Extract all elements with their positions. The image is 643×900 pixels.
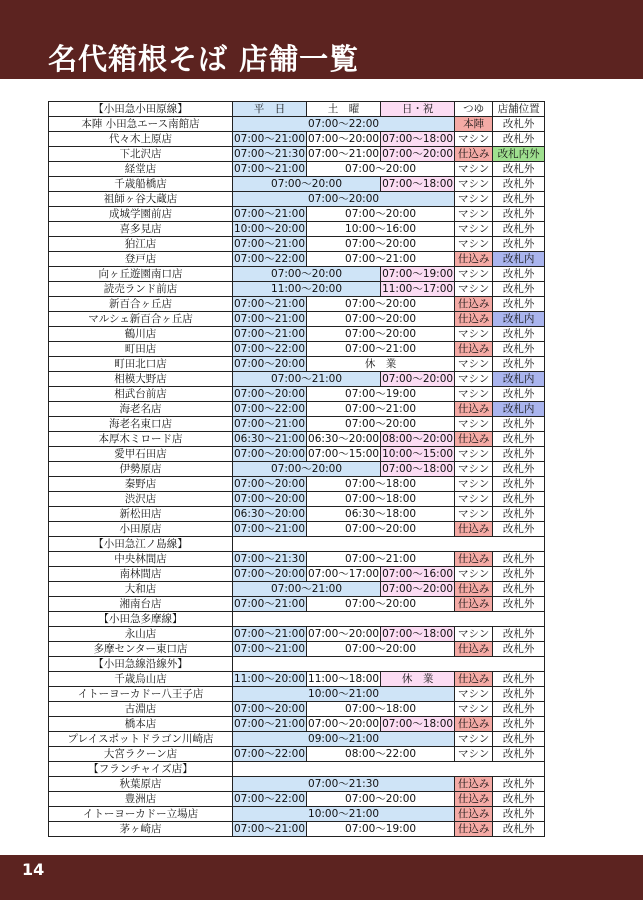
store-location: 改札外 (493, 552, 545, 567)
store-location: 改札外 (493, 522, 545, 537)
hours-weekday: 07:00〜21:00 (234, 327, 306, 340)
store-name: 秦野店 (49, 477, 233, 492)
tsuyu-type: マシン (455, 357, 493, 372)
store-location: 改札外 (493, 567, 545, 582)
store-row (49, 312, 545, 327)
header-saturday: 土 曜 (307, 102, 381, 117)
store-name: 渋沢店 (49, 492, 233, 507)
section-row (49, 102, 545, 117)
hours-weekday: 07:00〜21:00 (234, 207, 306, 220)
store-row (49, 822, 545, 837)
tsuyu-type: マシン (455, 477, 493, 492)
store-location: 改札外 (493, 417, 545, 432)
store-row (49, 777, 545, 792)
section-name: 【小田急線沿線外】 (49, 657, 233, 672)
hours-saturday-holiday: 07:00〜20:00 (307, 792, 455, 807)
hours-all-days: 10:00〜21:00 (233, 807, 455, 822)
tsuyu-type: 仕込み (455, 777, 493, 792)
store-location: 改札外 (493, 462, 545, 477)
hours-weekday: 07:00〜21:00 (234, 237, 306, 250)
store-location: 改札外 (493, 822, 545, 837)
tsuyu-type: 仕込み (455, 822, 493, 837)
store-name: 千歳烏山店 (49, 672, 233, 687)
hours-saturday-holiday: 07:00〜20:00 (307, 297, 455, 312)
store-name: 永山店 (49, 627, 233, 642)
hours-weekday: 07:00〜20:00 (234, 387, 306, 400)
hours-holiday: 07:00〜19:00 (382, 267, 454, 280)
hours-holiday: 07:00〜18:00 (382, 177, 454, 190)
store-row (49, 477, 545, 492)
store-name: 相武台前店 (49, 387, 233, 402)
hours-saturday-holiday: 07:00〜19:00 (307, 387, 455, 402)
store-location: 改札外 (493, 582, 545, 597)
hours-weekday: 07:00〜20:00 (234, 567, 306, 580)
tsuyu-type: 仕込み (455, 297, 493, 312)
hours-saturday: 07:00〜20:00 (308, 627, 380, 640)
store-row (49, 492, 545, 507)
page-footer (0, 855, 643, 900)
hours-holiday: 07:00〜18:00 (382, 132, 454, 145)
hours-weekday: 07:00〜21:00 (234, 822, 306, 835)
hours-saturday-holiday: 07:00〜20:00 (307, 312, 455, 327)
store-location: 改札外 (493, 777, 545, 792)
tsuyu-type: 仕込み (455, 597, 493, 612)
store-row (49, 147, 545, 162)
tsuyu-type: 仕込み (455, 147, 493, 162)
hours-all-days: 07:00〜20:00 (233, 192, 455, 207)
hours-weekday: 10:00〜20:00 (234, 222, 306, 235)
store-row (49, 252, 545, 267)
store-row (49, 372, 545, 387)
hours-holiday: 11:00〜17:00 (382, 282, 454, 295)
store-location: 改札内 (493, 402, 545, 417)
store-name: 相模大野店 (49, 372, 233, 387)
store-location: 改札外 (493, 792, 545, 807)
store-name: 新百合ヶ丘店 (49, 297, 233, 312)
store-name: 経堂店 (49, 162, 233, 177)
hours-weekday: 06:30〜20:00 (234, 507, 306, 520)
hours-saturday-holiday: 06:30〜18:00 (307, 507, 455, 522)
hours-saturday-holiday: 08:00〜22:00 (307, 747, 455, 762)
store-row (49, 237, 545, 252)
store-name: 小田原店 (49, 522, 233, 537)
store-row (49, 717, 545, 732)
store-name: 多摩センター東口店 (49, 642, 233, 657)
hours-saturday-holiday: 休 業 (307, 357, 455, 372)
tsuyu-type: マシン (455, 237, 493, 252)
store-location: 改札外 (493, 357, 545, 372)
store-location: 改札外 (493, 432, 545, 447)
store-location: 改札外 (493, 207, 545, 222)
store-name: 海老名店 (49, 402, 233, 417)
hours-weekday: 07:00〜21:00 (234, 522, 306, 535)
store-location: 改札外 (493, 162, 545, 177)
store-name: 豊洲店 (49, 792, 233, 807)
tsuyu-type: 仕込み (455, 717, 493, 732)
hours-saturday-holiday: 07:00〜21:00 (307, 252, 455, 267)
tsuyu-type: マシン (455, 162, 493, 177)
store-name: 伊勢原店 (49, 462, 233, 477)
hours-weekday: 07:00〜21:00 (234, 597, 306, 610)
store-row (49, 792, 545, 807)
store-row (49, 507, 545, 522)
store-location: 改札外 (493, 477, 545, 492)
store-location: 改札外 (493, 642, 545, 657)
hours-weekday: 07:00〜20:00 (234, 702, 306, 715)
store-location: 改札外 (493, 702, 545, 717)
store-location: 改札外 (493, 282, 545, 297)
hours-weekday-saturday: 11:00〜20:00 (233, 282, 381, 297)
store-name: 愛甲石田店 (49, 447, 233, 462)
store-name: 中央林間店 (49, 552, 233, 567)
store-name: 千歳船橋店 (49, 177, 233, 192)
tsuyu-type: 仕込み (455, 312, 493, 327)
store-location: 改札外 (493, 507, 545, 522)
tsuyu-type: 仕込み (455, 672, 493, 687)
store-row (49, 357, 545, 372)
store-row (49, 522, 545, 537)
header-holiday: 日・祝 (381, 102, 455, 117)
section-blank (233, 762, 545, 777)
tsuyu-type: マシン (455, 192, 493, 207)
tsuyu-type: 仕込み (455, 582, 493, 597)
hours-saturday-holiday: 07:00〜20:00 (307, 327, 455, 342)
store-location: 改札外 (493, 132, 545, 147)
store-name: 古淵店 (49, 702, 233, 717)
hours-saturday: 07:00〜20:00 (308, 132, 380, 145)
hours-weekday: 07:00〜22:00 (234, 402, 306, 415)
hours-saturday-holiday: 07:00〜20:00 (307, 417, 455, 432)
store-name: 橋本店 (49, 717, 233, 732)
store-row (49, 162, 545, 177)
hours-holiday: 07:00〜18:00 (382, 462, 454, 475)
store-row (49, 567, 545, 582)
store-location: 改札外 (493, 237, 545, 252)
store-location: 改札外 (493, 342, 545, 357)
hours-weekday: 07:00〜21:00 (234, 417, 306, 430)
store-name: 成城学園前店 (49, 207, 233, 222)
tsuyu-type: 仕込み (455, 807, 493, 822)
hours-saturday-holiday: 07:00〜18:00 (307, 702, 455, 717)
store-row (49, 297, 545, 312)
store-row (49, 327, 545, 342)
store-name: 南林間店 (49, 567, 233, 582)
section-row (49, 537, 545, 552)
tsuyu-type: 仕込み (455, 642, 493, 657)
store-location: 改札外 (493, 177, 545, 192)
store-name: イトーヨーカドー八王子店 (49, 687, 233, 702)
tsuyu-type: マシン (455, 222, 493, 237)
store-name: 鶴川店 (49, 327, 233, 342)
tsuyu-type: マシン (455, 687, 493, 702)
hours-holiday: 07:00〜18:00 (382, 627, 454, 640)
store-row (49, 732, 545, 747)
store-row (49, 702, 545, 717)
store-name: 湘南台店 (49, 597, 233, 612)
section-name: 【小田急小田原線】 (49, 102, 233, 117)
store-table-body (49, 102, 545, 837)
store-row (49, 192, 545, 207)
hours-saturday: 07:00〜20:00 (308, 717, 380, 730)
store-row (49, 117, 545, 132)
store-name: 本厚木ミロード店 (49, 432, 233, 447)
hours-saturday: 06:30〜20:00 (308, 432, 380, 445)
store-row (49, 177, 545, 192)
store-name: 登戸店 (49, 252, 233, 267)
page-header (0, 0, 643, 79)
store-location: 改札外 (493, 387, 545, 402)
hours-holiday: 07:00〜20:00 (382, 147, 454, 160)
store-location: 改札外 (493, 597, 545, 612)
hours-weekday: 11:00〜20:00 (234, 672, 306, 685)
hours-saturday-holiday: 07:00〜18:00 (307, 477, 455, 492)
store-row (49, 282, 545, 297)
store-row (49, 747, 545, 762)
tsuyu-type: マシン (455, 267, 493, 282)
tsuyu-type: マシン (455, 567, 493, 582)
store-row (49, 672, 545, 687)
hours-saturday-holiday: 07:00〜21:00 (307, 402, 455, 417)
hours-weekday-saturday: 07:00〜21:00 (233, 372, 381, 387)
page-number: 14 (22, 860, 45, 879)
store-row (49, 387, 545, 402)
tsuyu-type: 仕込み (455, 552, 493, 567)
store-location: 改札外 (493, 492, 545, 507)
hours-weekday-saturday: 07:00〜21:00 (233, 582, 381, 597)
hours-saturday: 07:00〜15:00 (308, 447, 380, 460)
section-name: 【フランチャイズ店】 (49, 762, 233, 777)
header-location: 店舗位置 (493, 102, 545, 117)
tsuyu-type: マシン (455, 462, 493, 477)
hours-weekday: 07:00〜22:00 (234, 252, 306, 265)
hours-holiday: 休 業 (381, 672, 455, 687)
store-row (49, 462, 545, 477)
hours-holiday: 07:00〜18:00 (382, 717, 454, 730)
store-location: 改札外 (493, 117, 545, 132)
hours-saturday: 11:00〜18:00 (308, 672, 380, 685)
hours-saturday: 07:00〜17:00 (308, 567, 380, 580)
tsuyu-type: マシン (455, 702, 493, 717)
store-name: 下北沢店 (49, 147, 233, 162)
tsuyu-type: 仕込み (455, 402, 493, 417)
store-row (49, 627, 545, 642)
store-location: 改札外 (493, 327, 545, 342)
hours-holiday: 07:00〜20:00 (382, 372, 454, 385)
hours-weekday: 07:00〜21:30 (234, 552, 306, 565)
store-name: 新松田店 (49, 507, 233, 522)
hours-saturday-holiday: 07:00〜21:00 (307, 342, 455, 357)
tsuyu-type: 本陣 (455, 117, 493, 132)
store-location: 改札内外 (493, 147, 545, 162)
store-location: 改札外 (493, 687, 545, 702)
tsuyu-type: マシン (455, 417, 493, 432)
store-name: 町田北口店 (49, 357, 233, 372)
store-row (49, 267, 545, 282)
store-row (49, 597, 545, 612)
hours-weekday: 07:00〜20:00 (234, 447, 306, 460)
tsuyu-type: 仕込み (455, 342, 493, 357)
hours-all-days: 09:00〜21:00 (233, 732, 455, 747)
store-location: 改札外 (493, 267, 545, 282)
store-row (49, 552, 545, 567)
hours-saturday-holiday: 07:00〜20:00 (307, 162, 455, 177)
tsuyu-type: マシン (455, 207, 493, 222)
tsuyu-type: マシン (455, 132, 493, 147)
hours-weekday-saturday: 07:00〜20:00 (233, 177, 381, 192)
hours-saturday: 07:00〜21:00 (308, 147, 380, 160)
store-name: 大和店 (49, 582, 233, 597)
hours-saturday-holiday: 07:00〜20:00 (307, 642, 455, 657)
hours-weekday: 07:00〜22:00 (234, 342, 306, 355)
store-row (49, 207, 545, 222)
header-weekday: 平 日 (233, 102, 307, 117)
store-row (49, 432, 545, 447)
tsuyu-type: 仕込み (455, 252, 493, 267)
page-title: 名代箱根そば 店舗一覧 (48, 42, 360, 76)
store-row (49, 222, 545, 237)
section-name: 【小田急江ノ島線】 (49, 537, 233, 552)
store-name: 喜多見店 (49, 222, 233, 237)
hours-weekday: 07:00〜20:00 (234, 477, 306, 490)
store-location: 改札内 (493, 252, 545, 267)
store-row (49, 447, 545, 462)
tsuyu-type: マシン (455, 327, 493, 342)
hours-all-days: 10:00〜21:00 (233, 687, 455, 702)
hours-weekday: 06:30〜21:00 (234, 432, 306, 445)
store-name: 代々木上原店 (49, 132, 233, 147)
store-name: 読売ランド前店 (49, 282, 233, 297)
hours-saturday-holiday: 07:00〜20:00 (307, 597, 455, 612)
store-location: 改札内 (493, 312, 545, 327)
store-location: 改札内 (493, 372, 545, 387)
store-name: 狛江店 (49, 237, 233, 252)
store-row (49, 132, 545, 147)
store-name: イトーヨーカドー立場店 (49, 807, 233, 822)
store-location: 改札外 (493, 747, 545, 762)
hours-saturday-holiday: 07:00〜18:00 (307, 492, 455, 507)
store-row (49, 687, 545, 702)
hours-holiday: 08:00〜20:00 (382, 432, 454, 445)
header-tsuyu: つゆ (455, 102, 493, 117)
hours-weekday: 07:00〜21:00 (234, 297, 306, 310)
store-name: 向ヶ丘遊園南口店 (49, 267, 233, 282)
hours-weekday: 07:00〜21:30 (234, 147, 306, 160)
tsuyu-type: マシン (455, 507, 493, 522)
section-blank (233, 612, 545, 627)
hours-weekday: 07:00〜21:00 (234, 132, 306, 145)
store-row (49, 642, 545, 657)
store-location: 改札外 (493, 807, 545, 822)
store-name: 茅ヶ崎店 (49, 822, 233, 837)
hours-holiday: 07:00〜16:00 (382, 567, 454, 580)
tsuyu-type: マシン (455, 177, 493, 192)
tsuyu-type: マシン (455, 447, 493, 462)
hours-saturday-holiday: 07:00〜20:00 (307, 207, 455, 222)
hours-saturday-holiday: 07:00〜20:00 (307, 522, 455, 537)
section-row (49, 657, 545, 672)
hours-holiday: 10:00〜15:00 (382, 447, 454, 460)
store-location: 改札外 (493, 192, 545, 207)
section-row (49, 612, 545, 627)
tsuyu-type: マシン (455, 492, 493, 507)
store-name: プレイスポットドラゴン川崎店 (49, 732, 233, 747)
tsuyu-type: マシン (455, 282, 493, 297)
store-name: 本陣 小田急エース南館店 (49, 117, 233, 132)
store-name: 大宮ラクーン店 (49, 747, 233, 762)
tsuyu-type: マシン (455, 387, 493, 402)
store-location: 改札外 (493, 732, 545, 747)
tsuyu-type: 仕込み (455, 522, 493, 537)
hours-weekday: 07:00〜21:00 (234, 627, 306, 640)
hours-holiday: 07:00〜20:00 (382, 582, 454, 595)
store-row (49, 342, 545, 357)
store-row (49, 807, 545, 822)
store-row (49, 582, 545, 597)
hours-weekday: 07:00〜21:00 (234, 642, 306, 655)
tsuyu-type: 仕込み (455, 432, 493, 447)
section-blank (233, 537, 545, 552)
hours-weekday: 07:00〜21:00 (234, 312, 306, 325)
hours-all-days: 07:00〜21:30 (233, 777, 455, 792)
store-location: 改札外 (493, 627, 545, 642)
hours-weekday: 07:00〜22:00 (234, 792, 306, 805)
hours-saturday-holiday: 10:00〜16:00 (307, 222, 455, 237)
hours-weekday: 07:00〜21:00 (234, 717, 306, 730)
store-location: 改札外 (493, 222, 545, 237)
store-name: 海老名東口店 (49, 417, 233, 432)
hours-saturday-holiday: 07:00〜19:00 (307, 822, 455, 837)
section-name: 【小田急多摩線】 (49, 612, 233, 627)
hours-weekday: 07:00〜22:00 (234, 747, 306, 760)
store-location: 改札外 (493, 297, 545, 312)
hours-saturday-holiday: 07:00〜21:00 (307, 552, 455, 567)
store-name: 町田店 (49, 342, 233, 357)
hours-weekday: 07:00〜20:00 (234, 492, 306, 505)
store-row (49, 417, 545, 432)
store-row (49, 402, 545, 417)
hours-weekday: 07:00〜20:00 (234, 357, 306, 370)
tsuyu-type: 仕込み (455, 792, 493, 807)
hours-all-days: 07:00〜22:00 (233, 117, 455, 132)
store-location: 改札外 (493, 447, 545, 462)
hours-saturday-holiday: 07:00〜20:00 (307, 237, 455, 252)
tsuyu-type: マシン (455, 732, 493, 747)
tsuyu-type: マシン (455, 747, 493, 762)
store-location: 改札外 (493, 672, 545, 687)
store-name: 秋葉原店 (49, 777, 233, 792)
store-name: マルシェ新百合ヶ丘店 (49, 312, 233, 327)
hours-weekday-saturday: 07:00〜20:00 (233, 462, 381, 477)
store-location: 改札外 (493, 717, 545, 732)
hours-weekday: 07:00〜21:00 (234, 162, 306, 175)
store-table (48, 101, 545, 837)
tsuyu-type: マシン (455, 372, 493, 387)
tsuyu-type: マシン (455, 627, 493, 642)
section-blank (233, 657, 545, 672)
section-row (49, 762, 545, 777)
store-name: 祖師ヶ谷大蔵店 (49, 192, 233, 207)
hours-weekday-saturday: 07:00〜20:00 (233, 267, 381, 282)
